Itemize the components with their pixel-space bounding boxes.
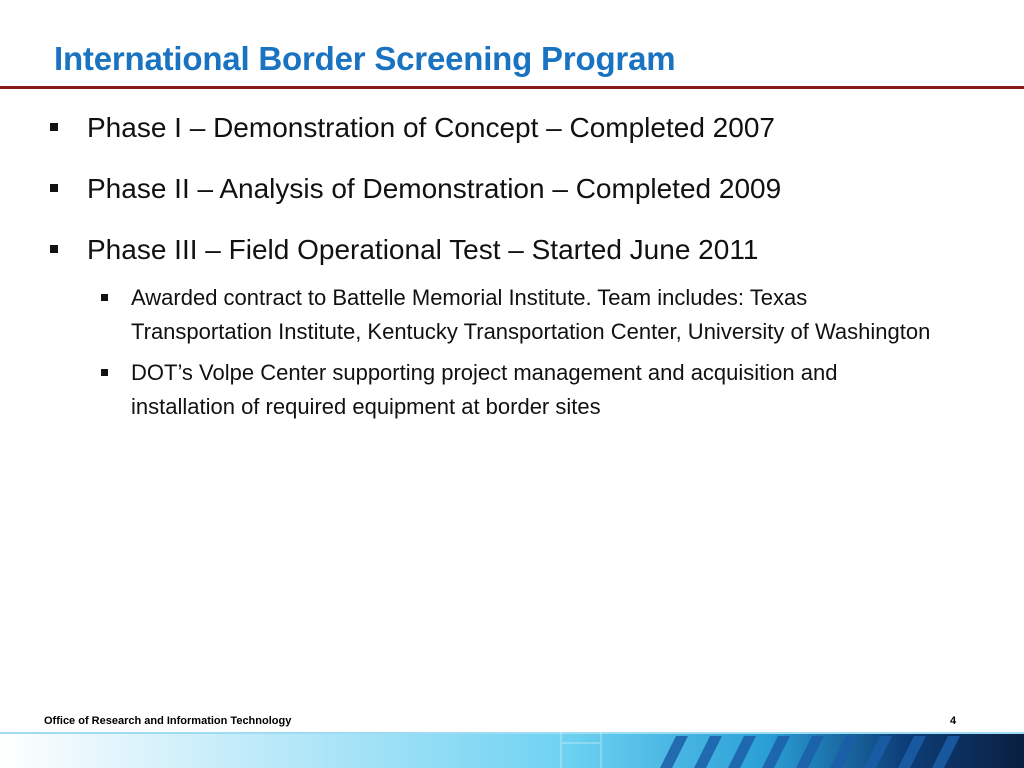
square-bullet-icon — [50, 184, 58, 192]
sub-bullet-item-contract — [0, 281, 1024, 349]
sub-bullet-text: DOT’s Volpe Center supporting project management and acquisition and installation of required equipment at border sites — [131, 360, 838, 419]
sub-bullet-item-volpe — [0, 356, 1024, 424]
footer-office-name: Office of Research and Information Technology — [44, 715, 292, 727]
square-bullet-icon — [50, 245, 58, 253]
sub-bullet-list — [0, 281, 1024, 424]
page-number: 4 — [950, 715, 957, 727]
bullet-item-phase-3 — [0, 228, 1024, 272]
footer-decorative-band — [0, 732, 1024, 768]
square-bullet-icon — [101, 369, 108, 376]
square-bullet-icon — [101, 294, 108, 301]
square-bullet-icon — [50, 123, 58, 131]
bullet-list — [0, 106, 1024, 431]
title-divider — [0, 86, 1024, 89]
sub-bullet-text: Awarded contract to Battelle Memorial Institute. Team includes: Texas Transportation Institute, Kentucky Transportation Center, University of Washington — [131, 285, 931, 344]
bullet-text: Phase III – Field Operational Test – Started June 2011 — [87, 234, 759, 265]
slide-title: International Border Screening Program — [54, 40, 676, 77]
bullet-text: Phase I – Demonstration of Concept – Completed 2007 — [87, 112, 775, 143]
bullet-text: Phase II – Analysis of Demonstration – Completed 2009 — [87, 173, 782, 204]
bullet-item-phase-1 — [0, 106, 1024, 150]
bullet-item-phase-2 — [0, 167, 1024, 211]
